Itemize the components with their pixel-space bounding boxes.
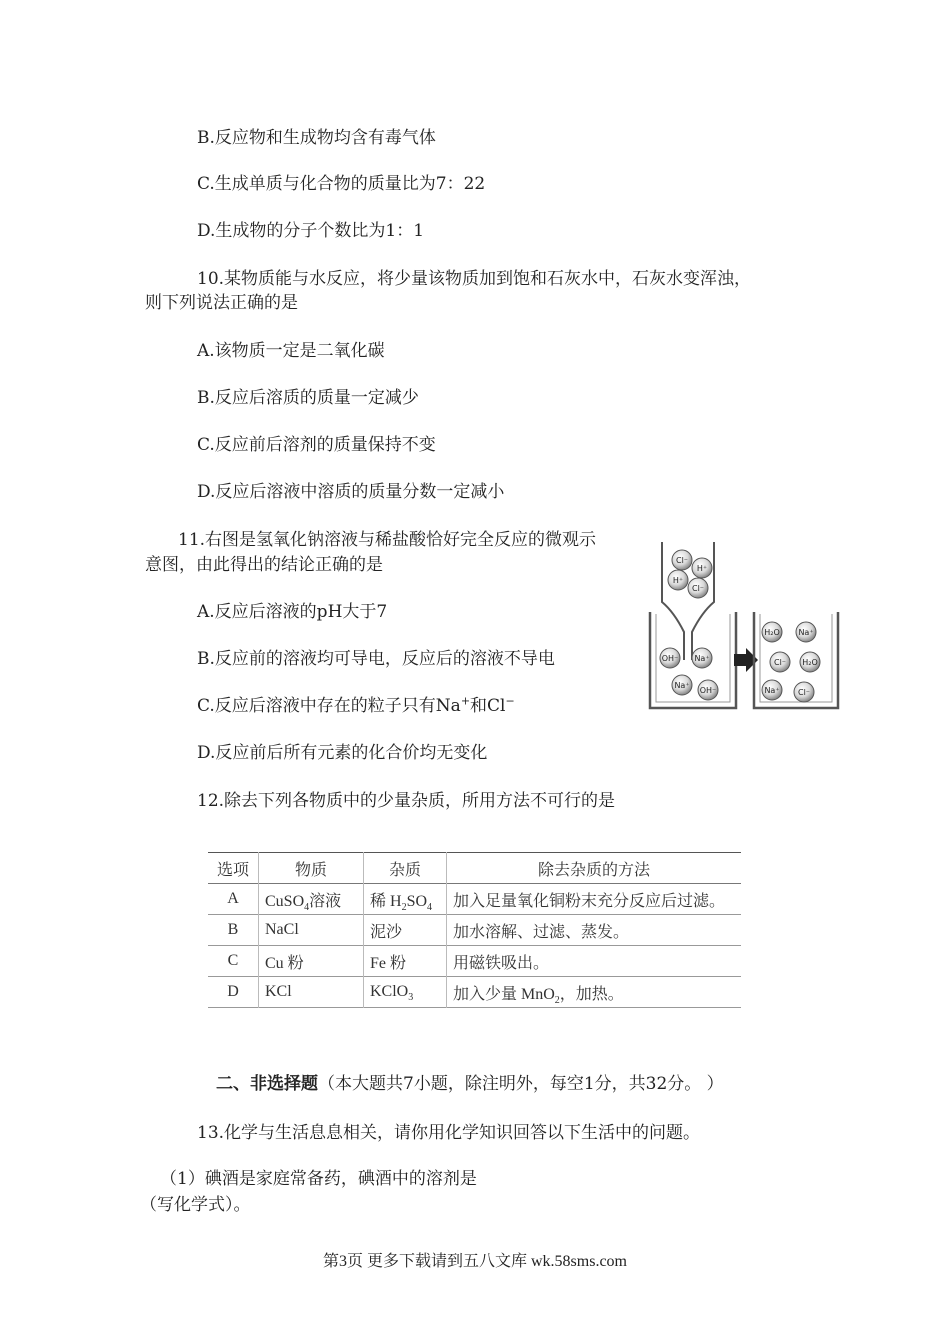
page-footer: 第3页 更多下载请到五八文库 wk.58sms.com <box>322 1253 627 1270</box>
funnel-ion-label: H⁺ <box>696 564 708 573</box>
table-header-row <box>208 853 741 884</box>
q11-option-c <box>197 695 515 717</box>
beaker-before-ion-label: OH⁻ <box>661 654 679 663</box>
cell-impurity <box>364 946 447 977</box>
impurity-removal-table <box>208 852 741 1008</box>
beaker-after-ion-label: H₂O <box>802 658 818 667</box>
cell-substance <box>259 977 364 1008</box>
section2-heading <box>216 1073 724 1095</box>
q11-stem-line2: 意图，由此得出的结论正确的是 <box>145 555 383 575</box>
substance-suffix: 溶液 <box>309 892 342 910</box>
impurity-subscript: 3 <box>408 992 414 1004</box>
cell-substance <box>259 915 364 946</box>
table-row <box>208 977 741 1008</box>
q12-stem: 12.除去下列各物质中的少量杂质，所用方法不可行的是 <box>197 791 616 811</box>
impurity-subscript: 2 <box>401 901 407 913</box>
beaker-after-ion-label: Cl⁻ <box>773 658 787 667</box>
cell-substance <box>259 884 364 915</box>
section2-title: 二、非选择题 <box>216 1074 318 1094</box>
q9-option-b: B.反应物和生成物均含有毒气体 <box>197 128 436 148</box>
cell-method <box>447 884 742 915</box>
cell-option: C <box>227 952 239 969</box>
q11-option-c-prefix: C.反应后溶液中存在的粒子只有Na <box>197 696 461 716</box>
substance-text: Cu 粉 <box>265 954 304 972</box>
header-substance: 物质 <box>259 853 364 884</box>
impurity-text: Fe 粉 <box>370 954 407 972</box>
header-method: 除去杂质的方法 <box>447 853 742 884</box>
funnel-ion-label: H⁺ <box>672 576 684 585</box>
substance-text: CuSO <box>265 892 305 910</box>
method-text: 加入少量 MnO <box>453 985 555 1003</box>
method-text: 加入足量氧化铜粉末充分反应后过滤。 <box>453 892 726 910</box>
q9-option-c: C.生成单质与化合物的质量比为7：22 <box>197 174 486 194</box>
q11-option-c-sup2: − <box>505 694 515 708</box>
cell-substance <box>259 946 364 977</box>
cell-impurity <box>364 915 447 946</box>
q13-part1-line2: （写化学式）。 <box>140 1195 251 1215</box>
q10-option-c: C.反应前后溶剂的质量保持不变 <box>197 435 436 455</box>
beaker-before-ion-label: OH⁻ <box>699 686 717 695</box>
beaker-before-ion-label: Na⁺ <box>674 681 690 690</box>
q11-option-b: B.反应前的溶液均可导电，反应后的溶液不导电 <box>197 649 555 669</box>
beaker-after-ion-label: Cl⁻ <box>797 688 811 697</box>
impurity-text: KClO <box>370 983 409 1000</box>
q11-option-a: A.反应后溶液的pH大于7 <box>197 602 388 622</box>
substance-subscript: 4 <box>304 901 310 913</box>
q10-stem-line2: 则下列说法正确的是 <box>145 293 298 313</box>
cell-method <box>447 977 742 1008</box>
section2-note: （本大题共7小题，除注明外，每空1分，共32分。 ） <box>318 1074 724 1094</box>
q11-option-d: D.反应前后所有元素的化合价均无变化 <box>197 743 488 763</box>
header-impurity: 杂质 <box>364 853 447 884</box>
beaker-before-ion-label: Na⁺ <box>694 654 710 663</box>
funnel-ion-label: Cl⁻ <box>691 584 705 593</box>
impurity-text: 稀 H <box>370 892 402 910</box>
cell-option: D <box>227 983 239 1000</box>
cell-method <box>447 946 742 977</box>
table-row <box>208 915 741 946</box>
q11-option-c-mid: 和Cl <box>470 696 506 716</box>
method-text: 加水溶解、过滤、蒸发。 <box>453 923 630 941</box>
beaker-after-ion-label: H₂O <box>764 628 780 637</box>
substance-text: NaCl <box>265 921 299 938</box>
impurity-text: 泥沙 <box>370 923 403 941</box>
q10-option-b: B.反应后溶质的质量一定减少 <box>197 388 419 408</box>
q13-stem: 13.化学与生活息息相关，请你用化学知识回答以下生活中的问题。 <box>197 1123 701 1143</box>
method-text: 用磁铁吸出。 <box>453 954 550 972</box>
impurity-middle: SO <box>406 892 428 910</box>
cell-option: B <box>227 921 239 938</box>
beaker-after-ion-label: Na⁺ <box>798 628 814 637</box>
q11-option-c-sup1: + <box>460 694 471 708</box>
method-suffix: ，加热。 <box>559 985 624 1003</box>
cell-method <box>447 915 742 946</box>
q10-option-a: A.该物质一定是二氧化碳 <box>197 341 385 361</box>
header-option: 选项 <box>216 861 249 879</box>
reaction-diagram <box>644 540 844 715</box>
substance-text: KCl <box>265 983 292 1000</box>
q11-stem-line1: 11.右图是氢氧化钠溶液与稀盐酸恰好完全反应的微观示 <box>178 530 597 550</box>
beaker-after-ion-label: Na⁺ <box>764 686 780 695</box>
table-row <box>208 884 741 915</box>
method-subscript: 2 <box>554 994 560 1006</box>
cell-impurity <box>364 977 447 1008</box>
q10-option-d: D.反应后溶液中溶质的质量分数一定减小 <box>197 482 505 502</box>
impurity-subscript: 4 <box>427 901 433 913</box>
q10-stem-line1: 10.某物质能与水反应，将少量该物质加到饱和石灰水中，石灰水变浑浊， <box>197 269 752 289</box>
q13-part1-line1: （1）碘酒是家庭常备药，碘酒中的溶剂是 <box>160 1169 477 1189</box>
table-row <box>208 946 741 977</box>
funnel-ion-label: Cl⁻ <box>675 556 689 565</box>
cell-impurity <box>364 884 447 915</box>
q9-option-d: D.生成物的分子个数比为1：1 <box>197 221 425 241</box>
cell-option: A <box>227 890 239 907</box>
